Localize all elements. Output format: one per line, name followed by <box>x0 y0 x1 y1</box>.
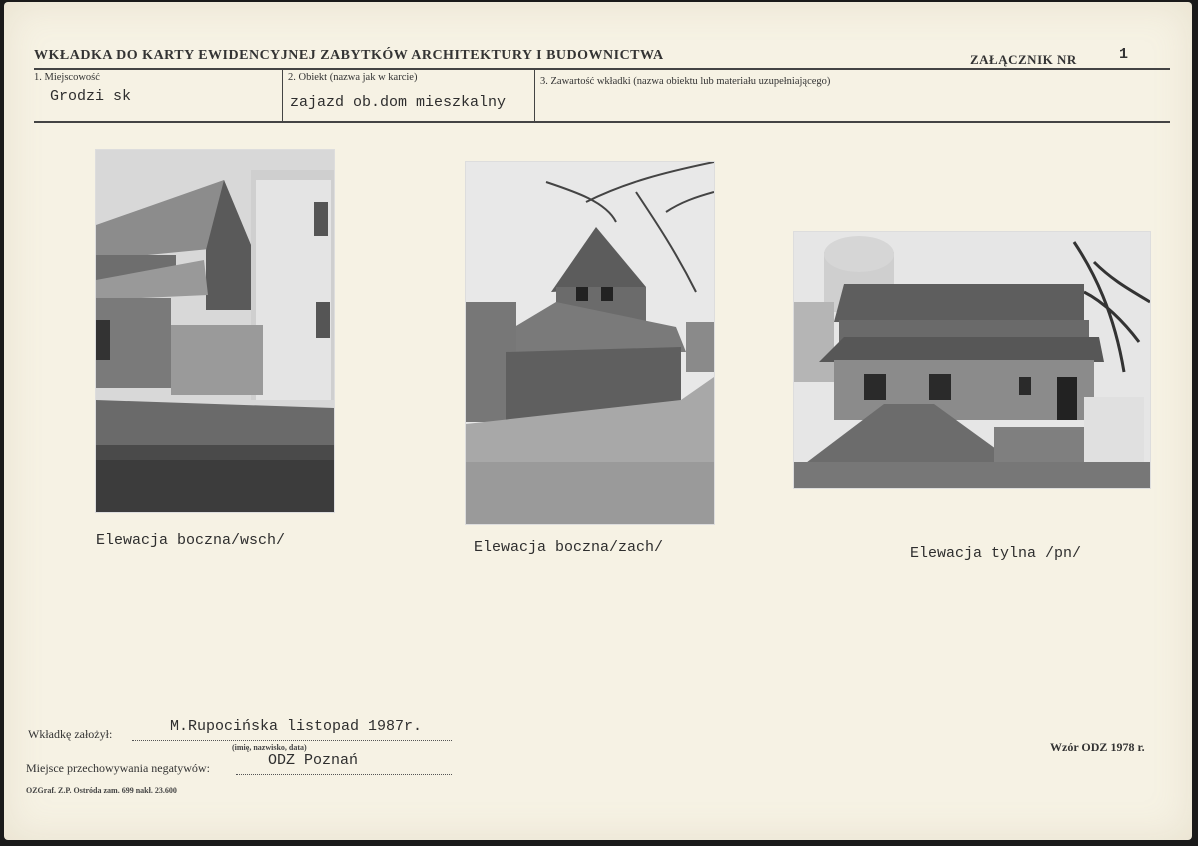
attachment-label: ZAŁĄCZNIK NR <box>970 52 1077 67</box>
locality-value: Grodzi sk <box>50 88 132 105</box>
fields-bottom-rule <box>34 121 1170 123</box>
photo-rear-elevation <box>794 232 1150 488</box>
created-by-value: M.Rupocińska listopad 1987r. <box>170 718 423 735</box>
photo-west-elevation <box>466 162 714 524</box>
created-by-hint: (imię, nazwisko, data) <box>232 743 307 752</box>
photo-east-elevation <box>96 150 334 512</box>
printer-info: OZGraf. Z.P. Ostróda zam. 699 nakł. 23.600 <box>26 786 177 795</box>
contents-label: 3. Zawartość wkładki (nazwa obiektu lub materiału uzupełniającego) <box>540 76 831 87</box>
created-by-line <box>132 740 452 741</box>
form-title: WKŁADKA DO KARTY EWIDENCYJNEJ ZABYTKÓW ARCHITEKTURY I BUDOWNICTWA <box>34 48 664 63</box>
attachment-number: 1 <box>1119 46 1129 63</box>
object-value: zajazd ob.dom mieszkalny <box>290 94 507 111</box>
field-divider-2 <box>534 69 535 122</box>
caption-west-elevation: Elewacja boczna/zach/ <box>474 539 664 556</box>
storage-value: ODZ Poznań <box>268 752 359 769</box>
caption-rear-elevation: Elewacja tylna /pn/ <box>910 545 1082 562</box>
caption-east-elevation: Elewacja boczna/wsch/ <box>96 532 286 549</box>
template-info: Wzór ODZ 1978 r. <box>1050 740 1145 754</box>
header-rule <box>34 68 1170 70</box>
locality-label: 1. Miejscowość <box>34 72 100 83</box>
field-divider-1 <box>282 69 283 122</box>
storage-label: Miejsce przechowywania negatywów: <box>26 761 210 775</box>
form-sheet <box>4 2 1192 840</box>
storage-line <box>236 774 452 775</box>
object-label: 2. Obiekt (nazwa jak w karcie) <box>288 72 418 83</box>
created-by-label: Wkładkę założył: <box>28 727 113 741</box>
